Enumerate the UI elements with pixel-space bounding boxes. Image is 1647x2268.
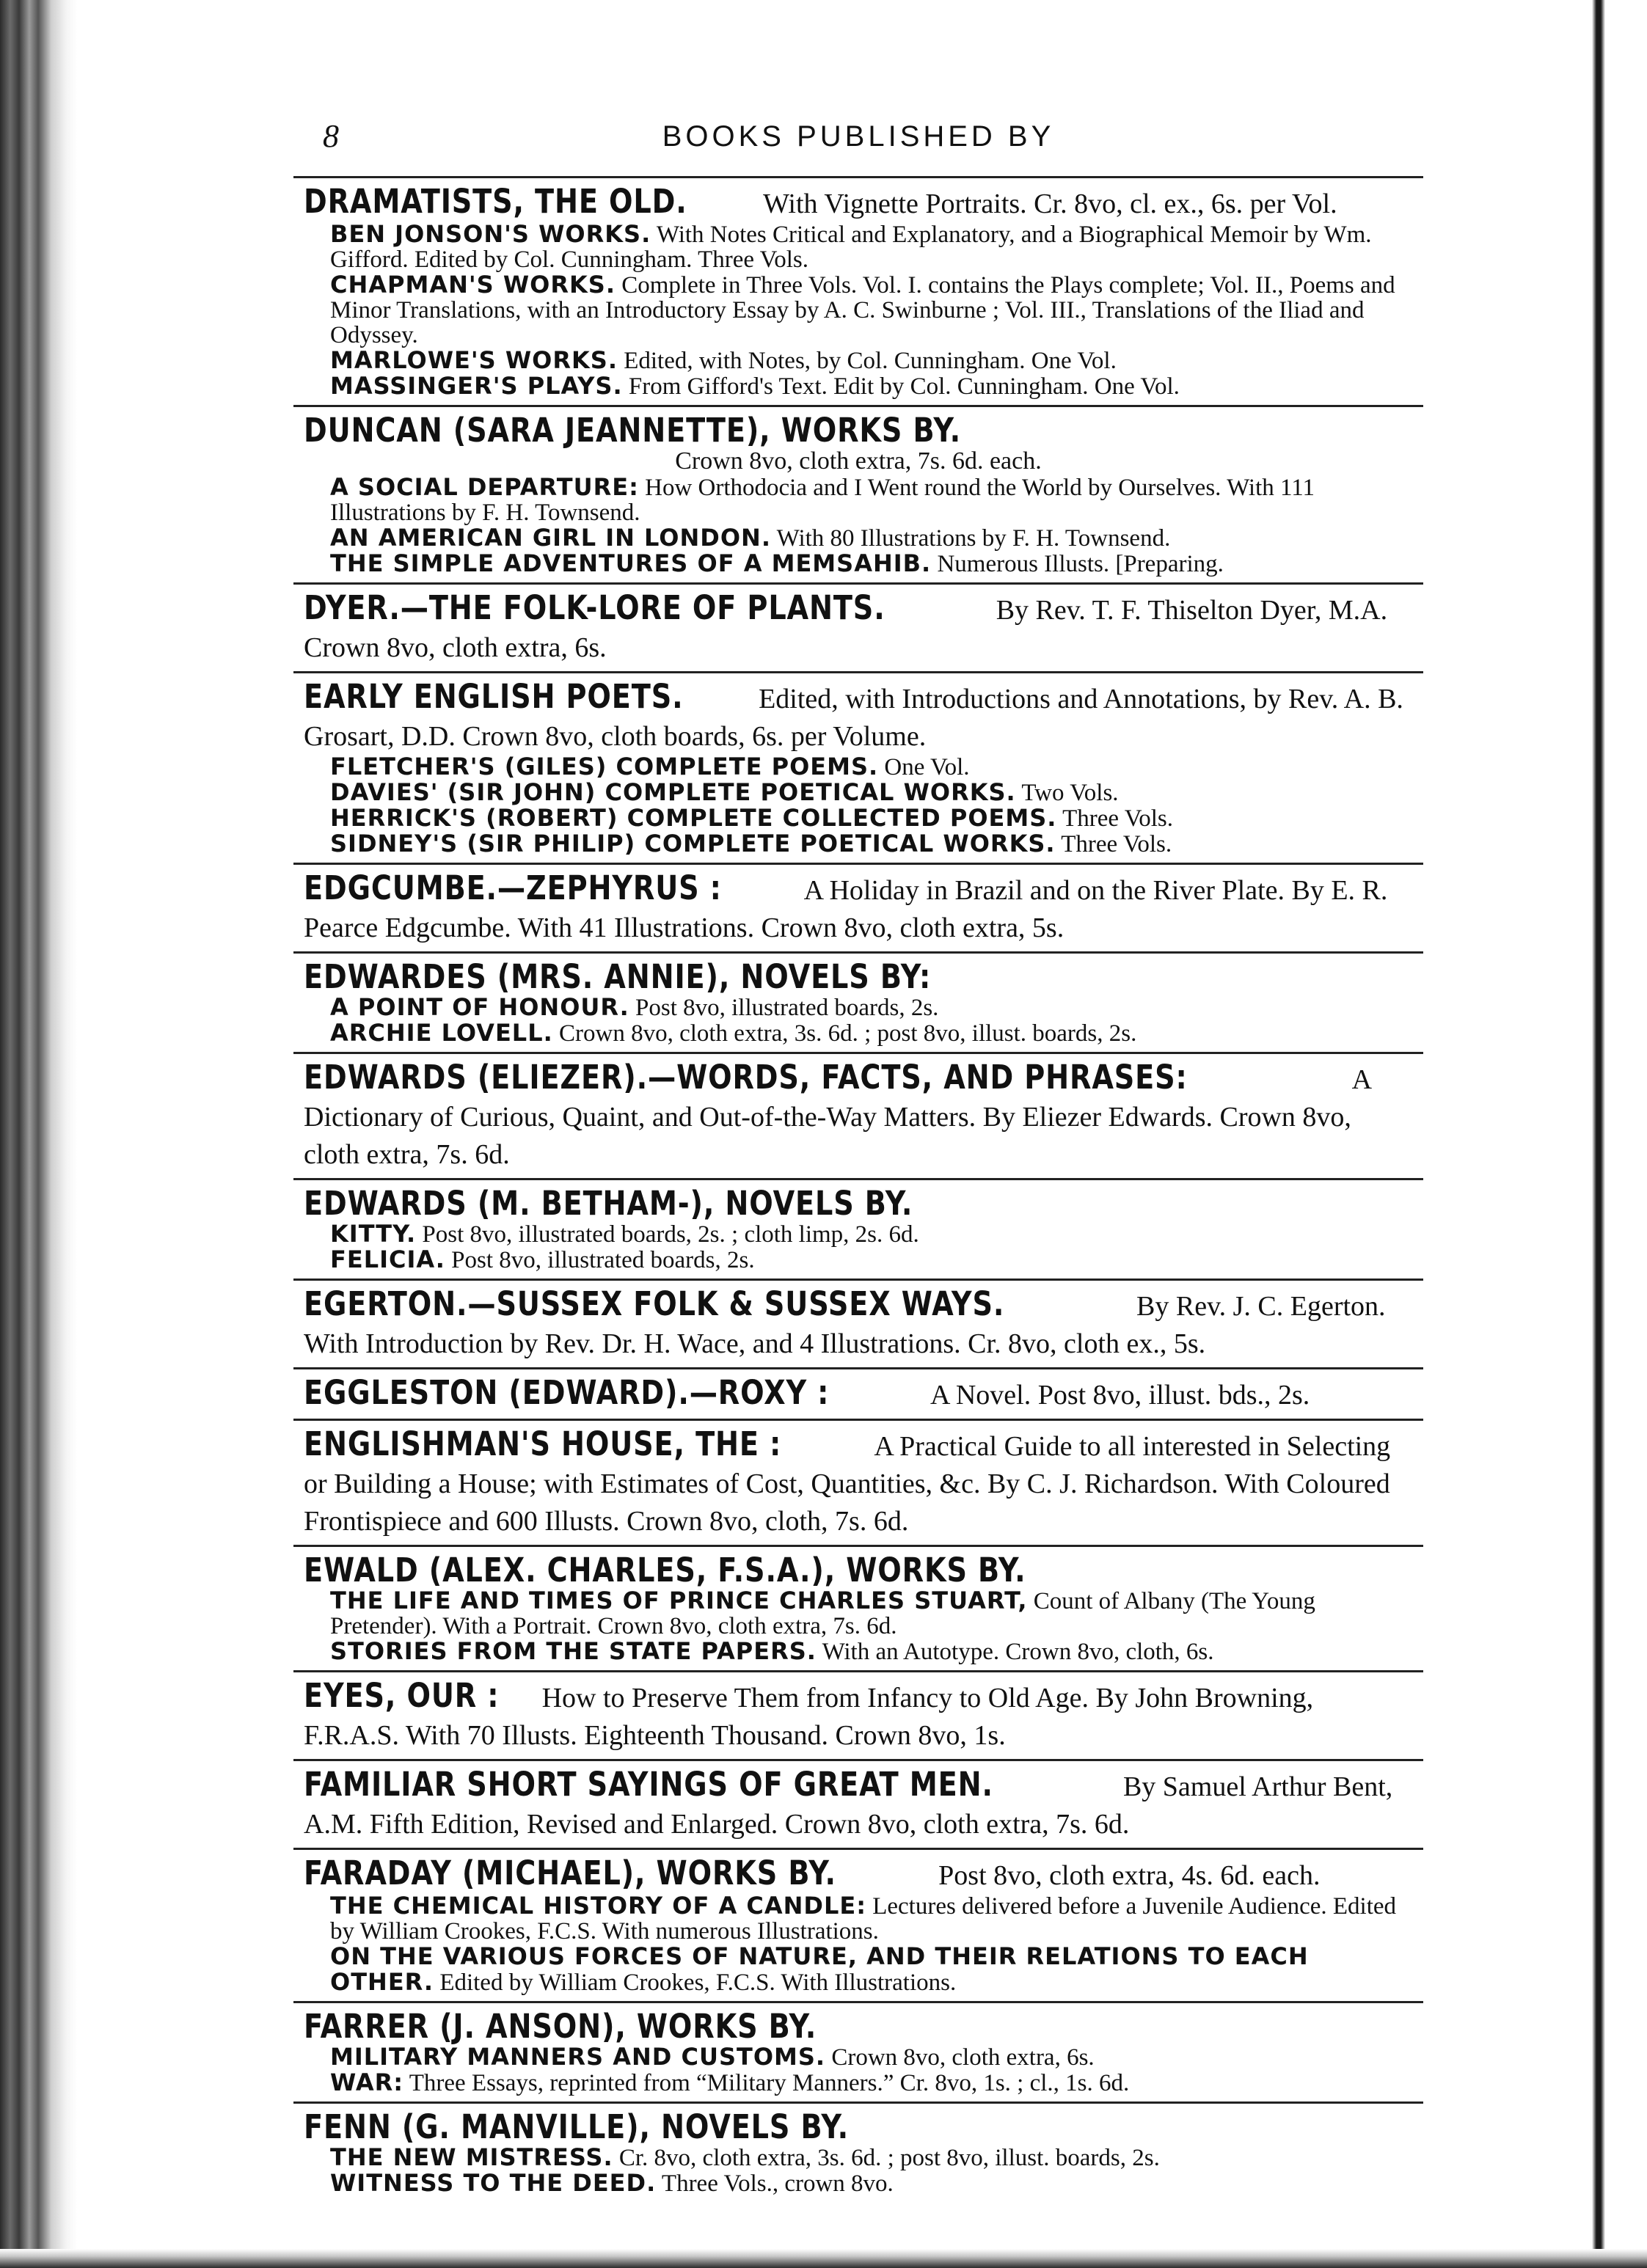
work-item [304,525,1413,551]
running-head [293,117,1423,178]
work-title: MASSINGER'S PLAYS. [330,372,623,400]
entry-heading [304,1060,1413,1172]
work-description: Crown 8vo, cloth extra, 3s. 6d. ; post 8vo, illust. boards, 2s. [558,1020,1137,1047]
work-title: MARLOWE'S WORKS. [330,346,618,374]
work-title: ON THE VARIOUS FORCES OF NATURE, AND THEIR RELATIONS TO EACH OTHER. [330,1942,1309,1996]
work-description: Lectures delivered before a Juvenile Audience. Edited by William Crookes, F.C.S. With numerous Illustrations. [330,1893,1397,1945]
entry-heading-title: DYER.—THE FOLK-LORE OF PLANTS. [304,588,885,627]
catalogue-entry [293,411,1423,585]
work-description: How Orthodocia and I Went round the World by Ourselves. With 111 Illustrations by F. H. Townsend. [330,475,1315,526]
work-item [304,2145,1413,2170]
catalogue-entry [293,2108,1423,2202]
work-description: Two Vols. [1021,780,1119,806]
entry-heading [304,2107,1413,2146]
entry-heading [304,959,1413,995]
entry-heading-title: FAMILIAR SHORT SAYINGS OF GREAT MEN. [304,1765,993,1804]
work-item [304,1944,1413,1995]
work-description: With Notes Critical and Explanatory, and a Biographical Memoir by Wm. Gifford. Edited by Col. Cunningham. Three Vols. [330,222,1372,273]
work-title: THE NEW MISTRESS. [330,2143,613,2171]
work-item [304,272,1413,348]
catalogue-entry [293,1677,1423,1761]
work-item [304,995,1413,1020]
catalogue-page [293,117,1423,2197]
work-item [304,2170,1413,2196]
work-title: MILITARY MANNERS AND CUSTOMS. [330,2043,826,2071]
catalogue-entry [293,1058,1423,1180]
work-description: Post 8vo, illustrated boards, 2s. [451,1247,755,1273]
work-description: With 80 Illustrations by F. H. Townsend. [776,525,1171,552]
entry-heading [304,2009,1413,2044]
work-item [304,831,1413,857]
catalogue-entry [293,183,1423,407]
work-title: WITNESS TO THE DEED. [330,2169,657,2197]
work-description: Three Essays, reprinted from “Military Manners.” Cr. 8vo, 1s. ; cl., 1s. 6d. [409,2070,1130,2096]
entry-heading [304,1767,1413,1842]
entry-heading-description: Edited, with Introductions and Annotations, by Rev. A. B. Grosart, D.D. Crown 8vo, cloth boards, 6s. per Volume. [304,684,1403,752]
entry-heading [304,1856,1413,1893]
work-title: BEN JONSON'S WORKS. [330,220,651,248]
catalogue-entry [293,589,1423,673]
work-description: Count of Albany (The Young Pretender). With a Portrait. Crown 8vo, cloth extra, 7s. 6d. [330,1588,1315,1639]
work-item [304,1221,1413,1247]
work-description: Three Vols. [1062,805,1174,832]
entry-heading-title: EYES, OUR : [304,1676,500,1715]
work-item [304,780,1413,805]
entry-heading [304,868,1413,945]
entry-heading-title: EDWARDS (M. BETHAM-), NOVELS BY. [304,1184,913,1223]
work-title: THE CHEMICAL HISTORY OF A CANDLE: [330,1892,866,1920]
entry-heading [304,1553,1413,1588]
work-description: Post 8vo, illustrated boards, 2s. [635,995,939,1021]
catalogue-entry [293,678,1423,865]
work-item [304,348,1413,373]
work-description: Three Vols., crown 8vo. [661,2170,894,2197]
work-description: With an Autotype. Crown 8vo, cloth, 6s. [822,1639,1214,1665]
catalogue-entry [293,1425,1423,1547]
work-description: One Vol. [884,754,970,780]
entry-heading-description: Post 8vo, cloth extra, 4s. 6d. each. [938,1860,1321,1891]
entry-heading-description: A Holiday in Brazil and on the River Plate. By E. R. Pearce Edgcumbe. With 41 Illustrations. Crown 8vo, cloth extra, 5s. [304,875,1388,943]
work-description: Cr. 8vo, cloth extra, 3s. 6d. ; post 8vo, illust. boards, 2s. [618,2145,1160,2171]
running-title: BOOKS PUBLISHED BY [662,120,1055,153]
work-title: KITTY. [330,1220,417,1248]
work-description: Numerous Illusts. [Preparing. [937,551,1224,577]
entry-heading-title: DRAMATISTS, THE OLD. [304,182,687,221]
work-description: Crown 8vo, cloth extra, 6s. [831,2044,1095,2071]
entry-heading [304,1284,1413,1361]
entry-heading-title: FENN (G. MANVILLE), NOVELS BY. [304,2107,849,2146]
entry-heading-description: How to Preserve Them from Infancy to Old Age. By John Browning, F.R.A.S. With 70 Illusts. Eighteenth Thousand. Crown 8vo, 1s. [304,1683,1314,1751]
entry-heading-title: EARLY ENGLISH POETS. [304,677,684,716]
entries-list [293,183,1423,2202]
next-page-edge [1592,0,1647,2268]
entry-heading [304,679,1413,754]
catalogue-entry [293,869,1423,954]
work-description: Edited by William Crookes, F.C.S. With Illustrations. [439,1969,957,1996]
entry-subline: Crown 8vo, cloth extra, 7s. 6d. each. [675,447,1042,475]
work-description: Three Vols. [1061,831,1172,857]
work-title: THE LIFE AND TIMES OF PRINCE CHARLES STUART, [330,1587,1028,1614]
entry-heading [304,1424,1413,1539]
catalogue-entry [293,1766,1423,1850]
entry-heading [304,1375,1413,1413]
work-item [304,2070,1413,2096]
scan-bottom-edge [0,2249,1647,2268]
work-description: Complete in Three Vols. Vol. I. contains the Plays complete; Vol. II., Poems and Minor Translations, with an Introductory Essay by A. C. Swinburne ; Vol. III., Translations of the Iliad and Odyssey. [330,272,1395,348]
entry-heading-title: EDWARDS (ELIEZER).—WORDS, FACTS, AND PHRASES: [304,1058,1188,1097]
work-item [304,475,1413,525]
work-title: FELICIA. [330,1245,445,1273]
catalogue-entry [293,1854,1423,2003]
entry-heading-title: EDWARDES (MRS. ANNIE), NOVELS BY: [304,957,932,996]
entry-heading-title: FARRER (J. ANSON), WORKS BY. [304,2007,817,2046]
catalogue-entry [293,2008,1423,2104]
work-description: Edited, with Notes, by Col. Cunningham. One Vol. [624,348,1117,374]
entry-heading [304,1186,1413,1221]
entry-heading-description: A Dictionary of Curious, Quaint, and Out-of-the-Way Matters. By Eliezer Edwards. Crown 8vo, cloth extra, 7s. 6d. [304,1064,1370,1170]
work-item [304,373,1413,399]
page-number: 8 [323,118,339,154]
work-title: STORIES FROM THE STATE PAPERS. [330,1637,817,1665]
entry-heading-title: EGERTON.—SUSSEX FOLK & SUSSEX WAYS. [304,1284,1005,1323]
catalogue-entry [293,1185,1423,1281]
work-title: A SOCIAL DEPARTURE: [330,473,639,501]
work-item [304,1588,1413,1639]
work-description: Post 8vo, illustrated boards, 2s. ; cloth limp, 2s. 6d. [422,1221,919,1248]
work-title: HERRICK'S (ROBERT) COMPLETE COLLECTED POEMS. [330,804,1057,832]
entry-heading [304,184,1413,222]
work-title: THE SIMPLE ADVENTURES OF A MEMSAHIB. [330,549,932,577]
work-item [304,754,1413,780]
entry-heading [304,1678,1413,1753]
work-item [304,1893,1413,1944]
entry-heading-title: FARADAY (MICHAEL), WORKS BY. [304,1854,836,1892]
catalogue-entry [293,1285,1423,1369]
entry-heading-title: ENGLISHMAN'S HOUSE, THE : [304,1424,782,1463]
work-title: ARCHIE LOVELL. [330,1019,553,1047]
entry-heading [304,590,1413,665]
entry-heading-title: EDGCUMBE.—ZEPHYRUS : [304,868,722,907]
catalogue-entry [293,958,1423,1054]
work-item [304,2044,1413,2070]
work-item [304,551,1413,577]
entry-heading-description: By Rev. J. C. Egerton. With Introduction by Rev. Dr. H. Wace, and 4 Illustrations. Cr. 8vo, cloth ex., 5s. [304,1291,1386,1359]
work-title: FLETCHER'S (GILES) COMPLETE POEMS. [330,753,879,780]
entry-heading-description: By Samuel Arthur Bent, A.M. Fifth Edition, Revised and Enlarged. Crown 8vo, cloth extra, 7s. 6d. [304,1771,1393,1840]
entry-heading-title: EGGLESTON (EDWARD).—ROXY : [304,1373,830,1412]
entry-heading-description: By Rev. T. F. Thiselton Dyer, M.A. Crown 8vo, cloth extra, 6s. [304,595,1388,663]
work-title: SIDNEY'S (SIR PHILIP) COMPLETE POETICAL WORKS. [330,830,1056,857]
work-title: WAR: [330,2068,404,2096]
work-title: A POINT OF HONOUR. [330,993,629,1021]
work-title: DAVIES' (SIR JOHN) COMPLETE POETICAL WORKS. [330,778,1016,806]
work-title: CHAPMAN'S WORKS. [330,271,616,299]
entry-heading-title: DUNCAN (SARA JEANNETTE), WORKS BY. [304,411,961,450]
work-item [304,1020,1413,1046]
catalogue-entry [293,1374,1423,1421]
entry-heading-description: A Practical Guide to all interested in Selecting or Building a House; with Estimates of Cost, Quantities, &c. By C. J. Richardson. With Coloured Frontispiece and 600 Illusts. Crown 8vo, cloth, 7s. 6d. [304,1431,1391,1537]
entry-heading-title: EWALD (ALEX. CHARLES, F.S.A.), WORKS BY. [304,1551,1026,1590]
entry-heading-description: With Vignette Portraits. Cr. 8vo, cl. ex., 6s. per Vol. [763,189,1337,219]
work-item [304,805,1413,831]
work-item [304,1247,1413,1273]
work-item [304,1639,1413,1664]
work-title: AN AMERICAN GIRL IN LONDON. [330,524,771,552]
catalogue-entry [293,1551,1423,1672]
work-item [304,222,1413,272]
entry-heading-description: A Novel. Post 8vo, illust. bds., 2s. [930,1380,1310,1411]
entry-heading [304,413,1413,448]
work-description: From Gifford's Text. Edit by Col. Cunningham. One Vol. [628,373,1180,400]
book-spine-edge [0,0,77,2268]
